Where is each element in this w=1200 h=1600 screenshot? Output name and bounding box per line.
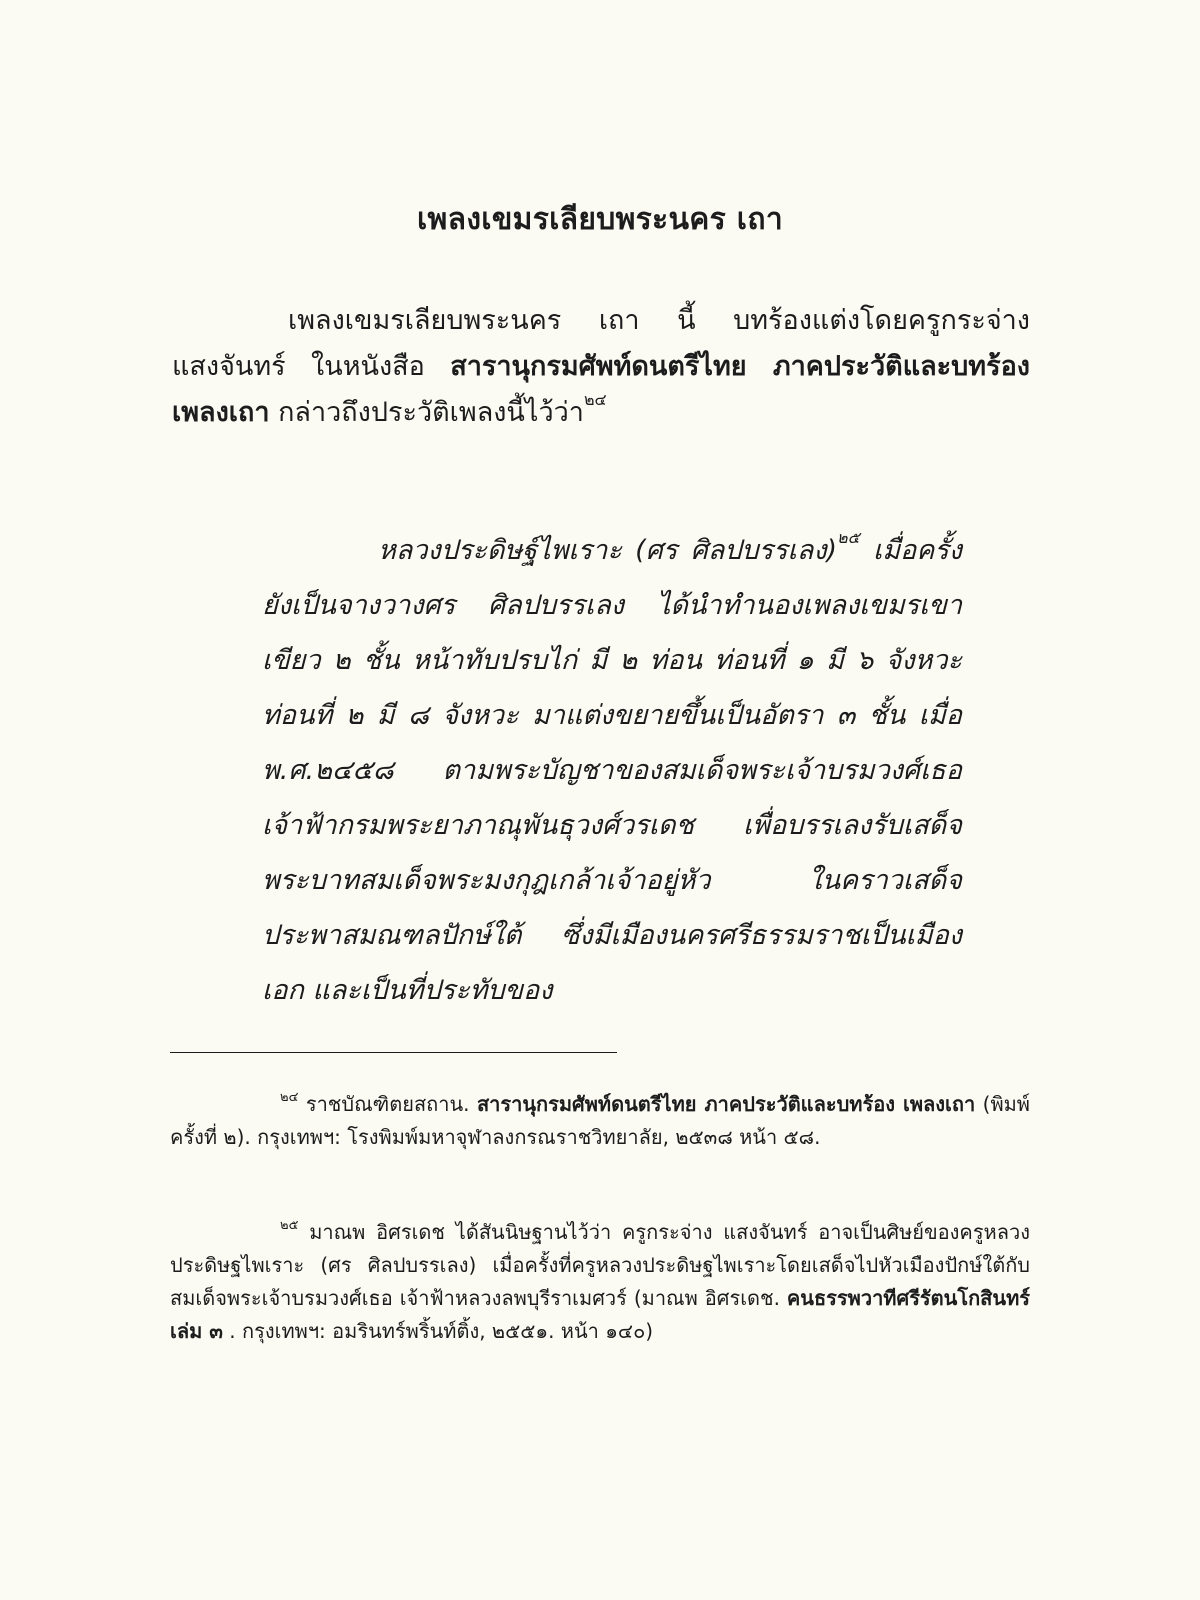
intro-text-end: กล่าวถึงประวัติเพลงนี้ไว้ว่า — [269, 397, 584, 428]
footnote-divider — [170, 1052, 617, 1053]
footnote-24 — [170, 1088, 1030, 1154]
footnote-text-end: (พิมพ์ครั้งที่ ๒). กรุงเทพฯ: โรงพิมพ์มหาจุฬาลงกรณราชวิทยาลัย, ๒๕๓๘ หน้า ๕๘. — [170, 1092, 1030, 1149]
footnote-text: ราชบัณฑิตยสถาน. — [298, 1092, 477, 1116]
quote-text-start: หลวงประดิษฐ์ไพเราะ (ศร ศิลปบรรเลง) — [378, 535, 838, 566]
block-quote — [262, 523, 962, 1018]
page-title: เพลงเขมรเลียบพระนคร เถา — [417, 202, 783, 237]
intro-text: เพลงเขมรเลียบพระนคร เถา นี้ บทร้องแต่งโดยครูกระจ่าง แสงจันทร์ ในหนังสือ — [172, 305, 1030, 382]
intro-book-title: สารานุกรมศัพท์ดนตรีไทย ภาคประวัติและบทร้อง เพลงเถา — [172, 351, 1030, 428]
footnote-marker: ๒๔ — [280, 1090, 299, 1105]
quote-text: เมื่อครั้งยังเป็นจางวางศร ศิลปบรรเลง ได้นำทำนองเพลงเขมรเขาเขียว ๒ ชั้น หน้าทับปรบไก่ มี ๒ ท่อน ท่อนที่ ๑ มี ๖ จังหวะ ท่อนที่ ๒ มี ๘ จังหวะ มาแต่งขยายขึ้นเป็นอัตรา ๓ ชั้น เมื่อ พ.ศ.๒๔๕๘ ตามพระบัญชาของสมเด็จพระเจ้าบรมวงศ์เธอ เจ้าฟ้ากรมพระยาภาณุพันธุวงศ์วรเดช เพื่อบรรเลงรับเสด็จพระบาทสมเด็จพระมงกุฎเกล้าเจ้าอยู่หัว ในคราวเสด็จประพาสมณฑลปักษ์ใต้ ซึ่งมีเมืองนครศรีธรรมราชเป็นเมืองเอก และเป็นที่ประทับของ — [262, 535, 962, 1006]
footnote-marker: ๒๕ — [280, 1218, 299, 1233]
footnote-text: มาณพ อิศรเดช ได้สันนิษฐานไว้ว่า ครูกระจ่าง แสงจันทร์ อาจเป็นศิษย์ของครูหลวงประดิษฐไพเราะ (ศร ศิลปบรรเลง) เมื่อครั้งที่ครูหลวงประดิษฐไพเราะโดยเสด็จไปหัวเมืองปักษ์ใต้กับสมเด็จพระเจ้าบรมวงศ์เธอ เจ้าฟ้าหลวงลพบุรีราเมศวร์ (มาณพ อิศรเดช. — [170, 1220, 1030, 1310]
footnote-book-title: คนธรรพวาทีศรีรัตนโกสินทร์ เล่ม ๓ — [170, 1286, 1030, 1343]
footnote-25 — [170, 1216, 1030, 1348]
footnote-ref-24[interactable]: ๒๔ — [583, 390, 607, 409]
footnote-ref-25[interactable]: ๒๕ — [837, 528, 860, 547]
footnote-book-title: สารานุกรมศัพท์ดนตรีไทย ภาคประวัติและบทร้อง เพลงเถา — [476, 1092, 976, 1116]
footnote-text-end: . กรุงเทพฯ: อมรินทร์พริ้นท์ติ้ง, ๒๕๕๑. หน้า ๑๔๐) — [222, 1319, 654, 1343]
intro-paragraph — [172, 298, 1030, 436]
